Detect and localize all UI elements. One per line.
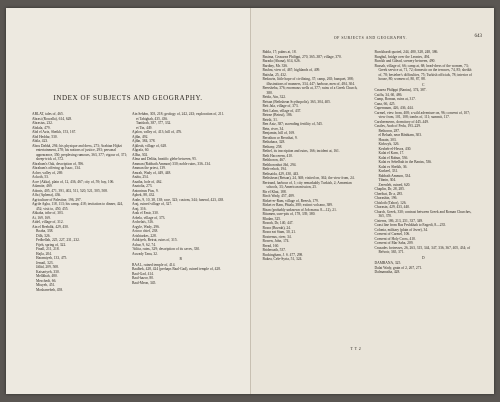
index-entry: Cisterns, 186, 213, 251, 337, 349. (374, 218, 424, 223)
index-entry: Convent of Carmel, 106. (374, 232, 411, 236)
index-entry: Cheribat, Dr a, 285. (374, 191, 404, 196)
index-entry: Amman the priest, 139. (132, 166, 166, 170)
index-entry: BAAL, ruined temple of, 414. (132, 262, 176, 267)
index-entry: Benjamin, hill of, 169. (262, 131, 296, 135)
index-entry: Babla, 17; palms at, 18. (262, 50, 297, 54)
index-entry: Bludan, 325. (262, 216, 281, 221)
index-entry: Birket er Ram, Phiala, 380; extinct volcano, 389. (262, 203, 333, 207)
left-page-column-2 (132, 112, 230, 285)
index-entry: Anatha, hole of, 462. (132, 179, 163, 184)
index-entry: Allba, 302. (132, 152, 149, 157)
index-entry: Batisha, 25, 432. (262, 72, 287, 77)
index-subentry: Dilh, 326. (36, 233, 51, 238)
index-entry: Adamite, 469. (32, 184, 53, 188)
index-entry: Bostrenus, river, 34. (262, 234, 292, 239)
index-entry: Bitumen, sure-pits of, 178, 339, 380. (262, 212, 316, 216)
index-entry: Argyle, Wady, 296. (132, 224, 160, 229)
index-entry: Ajlûn, 492. (132, 134, 149, 139)
index-entry: Bethabara, 328. (262, 140, 286, 144)
index-entry: DAMBANA, 325. (374, 261, 402, 265)
index-entry: Amrah, Wady of, 449, 448. (132, 170, 172, 175)
index-entry: Betn, river, 34. (262, 126, 285, 131)
index-entry: Araj, ruined village of, 327. (132, 202, 173, 206)
index-entry: Basima, Ceasarea Philippi, 270, 365–387; village, 370. (262, 54, 342, 59)
index-subentry: Kalat el Rabun, 536. (378, 155, 409, 160)
index-entry: Arishtarkes, 228. (132, 233, 157, 238)
index-subentry: Kaisariyeh, 330. (36, 269, 60, 274)
index-entry: Amman (Rabbath Ammon) 330; noble ruins, 336–134. (132, 161, 211, 166)
index-entry: Arak el Emir, 330. (132, 211, 159, 215)
index-entry: Beirût, 31. (262, 117, 278, 122)
index-entry: Chorashin, 196. (374, 196, 398, 200)
index-entry: Capernaum, 426, 436, 444. (374, 106, 414, 110)
index-subentry: Kirkwyk, 326. (378, 142, 400, 146)
index-entry: Archelaïs, 316. (132, 220, 154, 224)
index-entry: Ajkleah, village of, 628. (132, 143, 167, 148)
index-entry: Castles, Arab of Fedu, 193–229. (374, 124, 421, 128)
book-spread (6, 8, 494, 394)
index-entry: Beirne (Beirut), 186. (262, 113, 293, 117)
index-entry: Alma and Delâta, beatific glebe between, 95. (132, 157, 197, 161)
index-subentry: Zerenleh, ruined, 620. (378, 182, 411, 187)
signature-mark: T T 2 (350, 346, 362, 351)
index-entry: Abdala, 479. (32, 125, 51, 130)
index-subentry: Miuyeh, 451. (36, 283, 56, 287)
index-entry: Abrasius, 232. (32, 121, 53, 125)
index-subentry: et Tabighah, 435, 436. (136, 116, 169, 121)
left-page-column-1 (32, 112, 130, 292)
index-entry: Araj, 316. (132, 206, 147, 211)
index-entry: Antoninus Pius, 9. (132, 188, 159, 193)
index-entry: Bowen, John, 174. (262, 239, 290, 243)
index-letter-heading: B (179, 257, 183, 261)
index-subentry: Tantûrah, 387, 377, 332. (136, 121, 172, 125)
index-entry: Beth Haccerem, 410. (262, 153, 293, 158)
right-page-column-1 (263, 50, 361, 262)
index-entry: Abraham's Oak, description of, 396. (32, 161, 85, 166)
index-subentry: Mellâhah, 480. (36, 274, 58, 278)
index-letter-heading: D (421, 255, 426, 260)
index-entry: Bosra eat Stam, 30, 21. (262, 230, 296, 234)
index-subentry: Bethoron, 287. (378, 128, 400, 133)
index-entry: Ashkiyeh, Beirut, ruins of, 315. (132, 238, 178, 242)
right-page-column-2 (375, 50, 473, 275)
index-entry: Bethshean (Beisan), 24, 368; visited on, 362; the view from, 24. (262, 176, 355, 180)
index-entry: Arabs, 9, 10, 38, 138; race, 323; custom, 344; funeral, 423, 438. (132, 197, 225, 202)
index-entry: Abd Heddar, 530. (32, 134, 58, 139)
index-entry: Crusades fortresses, 26, 263, 315, 344, 347, 336, 367, 405, 434; of Belvoir, 365, 371. (374, 245, 471, 254)
index-entry: Adonis, 405, 471, 391, 402, 511, 520, 521, 505, 508. (32, 188, 108, 193)
index-entry: Bethel, its inscription and ruins, 166; incident at, 161. (262, 149, 340, 153)
index-entry: Burckh and Gilead, scenery between, 490. (374, 59, 436, 63)
index-subentry: et Tin, 449. (136, 125, 153, 130)
index-entry: Acre (Akka), plain of, 12, 436, 467; city of, 59; bay, 106. (32, 179, 115, 184)
index-entry: Anatolia, 273. (132, 184, 153, 188)
index-subentry: el Belaah, near Bânhiam, 303. (378, 133, 422, 137)
index-entry: 'Atlita, ruins, 329; description of its caves, 330. (132, 247, 201, 251)
index-entry: Dalmanutha, 428. (374, 270, 401, 274)
index-subentry: Kesbeh-el-Hesva, 430. (378, 146, 412, 151)
index-entry: Bethhoronhot Jibl, 294. (262, 162, 297, 167)
index-subentry: Meschedt, 66. (36, 278, 57, 283)
index-entry: Ackoth, 53. (32, 175, 49, 179)
index-entry: Ajalon, valley of, 413; hill of, 476. (132, 130, 183, 134)
index-entry: Arioco chief, 238. (132, 229, 159, 233)
index-subentry: Fijeh, spring of, 322. (36, 242, 67, 247)
index-entry: Abraham's offering up Isaac, 134. (32, 166, 81, 170)
index-entry: Algrafa, 60. (132, 148, 150, 152)
index-entry: Bosra (Bozrah), 24. (262, 225, 291, 230)
index-entry: Aphek, 88, 432. (132, 193, 156, 197)
index-entry: Bosrah, Dr, 140, 447. (262, 221, 294, 225)
page-number: 643 (474, 34, 482, 39)
index-entry: ABLAT, tales of, 465. (32, 112, 64, 116)
index-entry: Bertrand, harbour of, 1; city remarkably Turkish, 2; Armenian schools, 33; American mission, 25. (262, 180, 352, 189)
index-entry: Abrasi (Rowalla), 614, 628. (32, 116, 73, 121)
index-subentry: Mosharrebeh, 458. (36, 287, 64, 292)
index-entry: Burckhardt quoted, 244, 480, 328, 248, 386. (374, 50, 439, 54)
index-letter-heading: C (422, 82, 425, 87)
index-entry: Agrile Agha, 118, 113; his camp, 418; invitation to dinner, 424, 452; visit to, 450, 455. (32, 202, 124, 211)
index-entry: Berothon or Berothai, 9. (262, 135, 298, 140)
index-subentry: Kalat es Sebelbah in the Banias, 536. (378, 160, 432, 164)
index-entry: Abila, 423. (32, 139, 49, 143)
index-entry: Dalat Wady, grain of 2, 267, 271. (374, 265, 423, 270)
index-entry: Chorasin, 429, 433, 440. (374, 205, 410, 209)
index-subentry: Tibnin, 304. (378, 178, 397, 182)
index-entry: Bir el Khat, 188. (262, 189, 287, 194)
index-entry: Bukea, Cele-Syria, 51, 324. (262, 257, 303, 261)
index-entry: Beersheba, 376; enormous wells at, 377; ruins of a Greek Church, 380. (262, 86, 358, 95)
index-entry: Bedawin, little hope of civilizing, 37; camp, 265; banquet, 388; illustrations of manners, 334, 447; harbour, men of, 484, 304. (262, 77, 355, 86)
index-entry: Ashur, 9, 62, 74. (132, 242, 156, 247)
index-entry: Ahkaba, tribe of, 303. (32, 211, 64, 215)
index-entry: Agriculture of Palestine, 196, 297. (32, 197, 82, 202)
index-entry: Casarea Philippi (Banias), 374, 387. (374, 88, 427, 92)
index-entry: Brideroath, 537. (262, 248, 286, 252)
index-entry: Carshermerns, dormitory of 445–449. (374, 119, 429, 124)
index-entry: Baal-Gad, 414. (132, 271, 154, 276)
index-entry: Acher, valley of, 269. (32, 170, 64, 175)
index-entry: Caiffa, 34, 60, 486. (374, 92, 403, 97)
index-entry: Bethany, 258. (262, 144, 283, 149)
index-entry: Bisan (probably unknown of Job manu. 8—12), 21. (262, 207, 337, 212)
running-head: OF SUBJECTS AND GEOGRAPHY. (333, 36, 408, 40)
index-entry: Chaplin, Dr, 28, 285. (374, 187, 405, 191)
index-entry: Abou Dabbâ, 294; his physique and dress, 273; Arabian Hijâzi entertainment, 278; his notions of justice, 293; personal appearance, 350; perplexing rumours, 363, 377; vigour of, 371; sheep-trick of, 372. (32, 143, 128, 161)
index-subentry: Hajla, 204. (36, 251, 52, 256)
index-entry: Chisloth (Tabor), 126. (374, 200, 407, 205)
index-entry: Carmel, view from, 408; a wild adventure on, 96; convent of, 107; view from, 101, 108; tombs of, 111; summit, 117. (374, 110, 471, 119)
left-page (6, 8, 251, 394)
index-subentry: Finall, 211, 218. (36, 247, 60, 251)
index-entry: Beth-rehob, 194. (262, 167, 287, 171)
index-entry: Bussah, village of, 66; camp at, 68; head-dress of the women, 73; Greek service at, 71, 72; domestic on the terraces, 74, 85; sheikh of, 78; besieher's difficulties, 75; Turkish officials, 78; interior of house, 80; women of, 80, 87, 88. (374, 63, 472, 81)
index-entry: Bethsaida, 429, 430, 443. (262, 171, 300, 176)
index-subentry: Kalat el Karn, 17. (378, 151, 405, 155)
index-entry: Birket-er-Ram, village of, Beersh, 179. (262, 198, 319, 203)
index-entry: Bread, 160. (262, 243, 280, 248)
index-entry: Bardiny, Mr. 336. (262, 63, 288, 68)
index-entry: Ain el Beehdât, 429, 450. (32, 224, 69, 229)
index-entry: Beisan (Bethshean Scythopolis), 363, 304, 405. (262, 99, 331, 104)
index-subentry: Jemail, 323. (36, 260, 54, 265)
index-entry: Buckingham, J. S. 477, 298. (262, 252, 304, 257)
index-entry: Aidel, village of, 312. (32, 220, 64, 224)
index-subentry: Jâlûd, 209, 508. (36, 265, 59, 269)
index-subentry: Fedbellab, 225, 227, 231, 232. (36, 238, 80, 242)
index-subentry: Kurkeel, 331. (378, 169, 399, 173)
index-entry: Church, Greek, 330; contrast between Greek and Roman Churches, 365, 370. (374, 209, 472, 218)
index-entry: Affa (Aphena), 436. (32, 193, 62, 197)
index-subentry: Hasain, 303. (378, 137, 397, 142)
index-entry: Camp, Roman, ruins at, 317. (374, 97, 416, 101)
index-entry: Burghul, bridge over the Leontes, 494. (374, 54, 431, 59)
index-entry: Beida, Ain, 322. (262, 95, 286, 99)
index-entry: Ajlûn, 384, 378. (132, 139, 156, 143)
index-entry: Colonia, military (plain of Jezre), 34. (374, 227, 428, 232)
index-entry: Birch Wady, 457, 489. (262, 194, 295, 198)
index-entry: Bethhoron, 467. (262, 158, 286, 162)
index-entry: Anâta, 254. (132, 175, 149, 179)
index-entry: Baal-Meon, 345. (132, 280, 157, 285)
right-page (251, 8, 495, 394)
index-entry: Aswady Tana, 32. (132, 251, 158, 256)
index-entry: Cana, 66, 425. (374, 101, 396, 106)
index-entry: Bashra, view of, 467; highlands of, 409. (262, 68, 321, 72)
index-entry: Beit Jala, village of, 373. (262, 104, 299, 108)
index-entry: Beit Lahm, village of, 437. (262, 108, 302, 113)
index-entry: Baal-hazor, 80. (132, 276, 154, 280)
index-entry: Ben Aziz, 387; ascending fertility of, 545. (262, 122, 323, 126)
index-subentry: Boaba, 338. (36, 229, 54, 233)
index-entry: Ai, 169, 169. (32, 215, 51, 220)
index-entry: Convent of Mar Saba, 209. (374, 241, 414, 245)
index-entry: Convent of Holy Cross, 410. (374, 236, 416, 241)
index-entry: Abd el Aziz, Sheikh, 153, 167. (32, 130, 77, 134)
index-entry: Ain Sebâm, 303, 218; geology of, 242, 243; exploration of, 211. (132, 112, 225, 116)
index-entry: Arbela, village of, 373. (132, 215, 166, 220)
index-subentry: Rabbath Ammon, 334. (378, 173, 412, 178)
index-subentry: Haramiyeh, 133, 475. (36, 256, 68, 260)
index-entry: Coast line from Ras Feshkhah to Engedi, 8—235. (374, 223, 447, 227)
index-title: INDEX OF SUBJECTS AND GEOGRAPHY. (53, 94, 203, 102)
index-entry: Barada (Abana), 614, 626. (262, 59, 301, 63)
index-subentry: Kalat es Sheikh, 36. (378, 164, 408, 169)
index-entry: Baalbek, 428, 424 (perhaps Baal-Gad), ruined temple of, 428. (132, 267, 221, 271)
